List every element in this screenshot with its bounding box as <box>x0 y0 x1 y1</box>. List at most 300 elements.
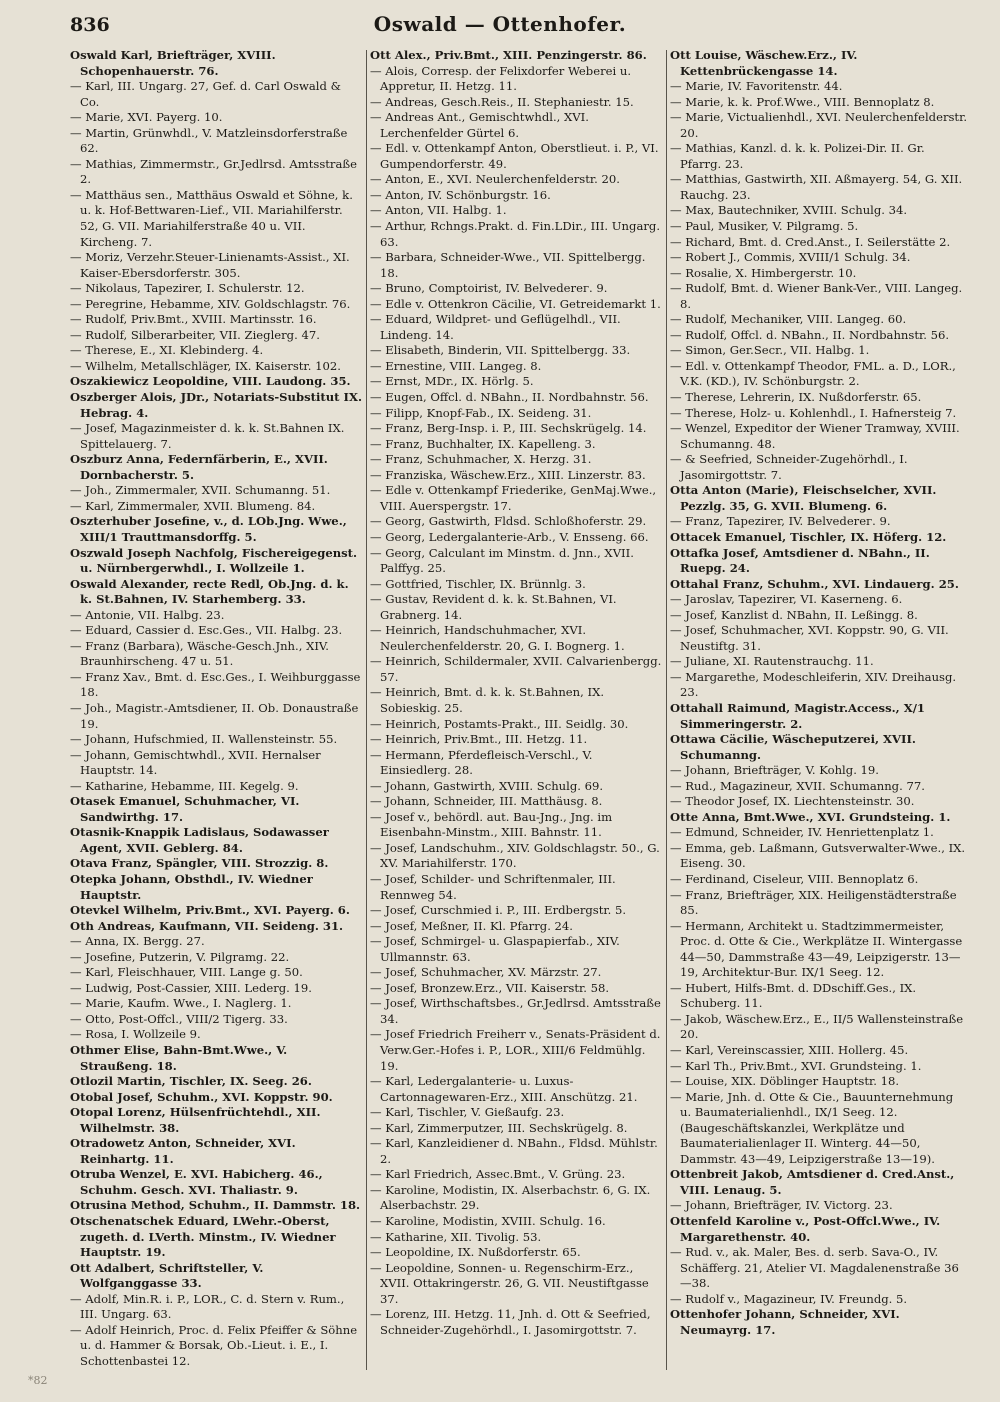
entry-text: — Otto, Post-Offcl., VIII/2 Tigerg. 33. <box>70 1011 288 1026</box>
directory-entry <box>70 623 362 639</box>
entry-text: — Simon, Ger.Secr., VII. Halbg. 1. <box>670 343 870 358</box>
entry-text: — Marie, Jnh. d. Otte & Cie., Bauunternehmung u. Baumaterialienhdl., IX/1 Seeg. 12. (Baugeschäftskanzlei, Werkplätze und Baumaterialienlager II. Winterg. 44—50, Dammstr. 43—49, Leipzigerstraße 13—19). <box>670 1089 954 1166</box>
entry-text: — Barbara, Schneider-Wwe., VII. Spittelbergg. 18. <box>370 250 646 280</box>
entry-text: — Josef, Schuhmacher, XVI. Koppstr. 90, G. VII. Neustiftg. 31. <box>670 623 949 653</box>
entry-text: — Katharine, Hebamme, III. Kegelg. 9. <box>70 778 299 793</box>
entry-text: — Gottfried, Tischler, IX. Brünnlg. 3. <box>370 576 586 591</box>
directory-entry <box>70 1105 362 1136</box>
entry-text: — Peregrine, Hebamme, XIV. Goldschlagstr. 76. <box>70 296 351 311</box>
entry-text: — Rud., Magazineur, XVII. Schumanng. 77. <box>670 778 925 793</box>
directory-entry <box>370 141 662 172</box>
entry-text: — Rudolf, Silberarbeiter, VII. Zieglerg. 47. <box>70 327 320 342</box>
entry-text: — Mathias, Kanzl. d. k. k. Polizei-Dir. II. Gr. Pfarrg. 23. <box>670 141 925 171</box>
directory-entry <box>370 1214 662 1230</box>
entry-text: — Heinrich, Postamts-Prakt., III. Seidlg. 30. <box>370 716 629 731</box>
entry-text: — Franz Xav., Bmt. d. Esc.Ges., I. Weihburggasse 18. <box>70 669 361 700</box>
directory-entry <box>70 281 362 297</box>
entry-text: — Franz (Barbara), Wäsche-Gesch.Jnh., XIV. Braunhirscheng. 47 u. 51. <box>70 638 329 669</box>
entry-text: Otopal Lorenz, Hülsenfrüchtehdl., XII. Wilhelmstr. 38. <box>70 1105 321 1135</box>
entry-text: — Marie, Kaufm. Wwe., I. Naglerg. 1. <box>70 996 292 1011</box>
entry-text: — Josef, Bronzew.Erz., VII. Kaiserstr. 58. <box>370 980 610 995</box>
entry-text: Oszakiewicz Leopoldine, VIII. Laudong. 35. <box>70 374 351 389</box>
directory-entry <box>670 546 968 577</box>
entry-text: — Leopoldine, Sonnen- u. Regenschirm-Erz., XVII. Ottakringerstr. 26, G. VII. Neustiftgasse 37. <box>370 1260 649 1306</box>
entry-text: Otruba Wenzel, E. XVI. Habicherg. 46., Schuhm. Gesch. XVI. Thaliastr. 9. <box>70 1167 323 1197</box>
directory-entry <box>370 297 662 313</box>
directory-entry <box>370 1307 662 1338</box>
directory-entry <box>670 763 968 779</box>
directory-entry <box>370 203 662 219</box>
directory-entry <box>70 1027 362 1043</box>
entry-text: — Karl Th., Priv.Bmt., XVI. Grundsteing. 1. <box>670 1058 922 1073</box>
directory-entry <box>670 825 968 841</box>
directory-entry <box>370 110 662 141</box>
entry-text: — Theodor Josef, IX. Liechtensteinstr. 30. <box>670 794 915 809</box>
directory-entry <box>370 172 662 188</box>
entry-text: Oszterhuber Josefine, v., d. LOb.Jng. Wwe., XIII/1 Trauttmansdorffg. 5. <box>70 514 347 544</box>
directory-entry <box>70 934 362 950</box>
entry-text: — Ernst, MDr., IX. Hörlg. 5. <box>370 374 534 389</box>
directory-entry <box>370 794 662 810</box>
directory-entry <box>670 343 968 359</box>
directory-column-middle <box>370 48 662 1368</box>
entry-text: Ott Alex., Priv.Bmt., XIII. Penzingerstr. 86. <box>370 48 647 62</box>
entry-text: — Karl, Fleischhauer, VIII. Lange g. 50. <box>70 965 303 980</box>
directory-entry <box>70 639 362 670</box>
directory-entry <box>70 499 362 515</box>
directory-entry <box>370 996 662 1027</box>
directory-entry <box>370 1136 662 1167</box>
entry-text: — Anton, VII. Halbg. 1. <box>370 203 507 218</box>
directory-entry <box>70 312 362 328</box>
directory-entry <box>370 965 662 981</box>
directory-entry <box>70 701 362 732</box>
directory-entry <box>70 1074 362 1090</box>
directory-entry <box>370 359 662 375</box>
directory-entry <box>670 250 968 266</box>
directory-entry <box>70 483 362 499</box>
entry-text: — Joh., Zimmermaler, XVII. Schumanng. 51. <box>70 483 331 498</box>
entry-text: — Therese, E., XI. Klebinderg. 4. <box>70 343 264 358</box>
entry-text: — Marie, Victualienhdl., XVI. Neulerchenfelderstr. 20. <box>670 110 968 140</box>
entry-text: — Rosalie, X. Himbergerstr. 10. <box>670 265 857 280</box>
entry-text: — Josef, Schmirgel- u. Glaspapierfab., XIV. Ullmannstr. 63. <box>370 934 620 964</box>
entry-text: Oswald Alexander, recte Redl, Ob.Jng. d. k. k. St.Bahnen, IV. Starhemberg. 33. <box>70 576 349 607</box>
directory-entry <box>370 1027 662 1074</box>
entry-text: Ottahall Raimund, Magistr.Access., X/1 Simmeringerstr. 2. <box>670 700 925 731</box>
entry-text: Ottenhofer Johann, Schneider, XVI. Neumayrg. 17. <box>670 1307 900 1337</box>
entry-text: — Josef, Landschuhm., XIV. Goldschlagstr. 50., G. XV. Mariahilferstr. 170. <box>370 840 660 871</box>
directory-entry <box>670 779 968 795</box>
directory-entry <box>670 1059 968 1075</box>
entry-text: — Moriz, Verzehr.Steuer-Linienamts-Assist., XI. Kaiser-Ebersdorferstr. 305. <box>70 250 350 280</box>
entry-text: — Josef, Schilder- und Schriftenmaler, III. Rennweg 54. <box>370 871 616 902</box>
directory-entry <box>70 157 362 188</box>
entry-text: — Karl, Kanzleidiener d. NBahn., Fldsd. Mühlstr. 2. <box>370 1136 658 1166</box>
directory-entry <box>70 779 362 795</box>
directory-entry <box>370 95 662 111</box>
directory-entry <box>670 1074 968 1090</box>
directory-entry <box>70 965 362 981</box>
entry-text: — Rud. v., ak. Maler, Bes. d. serb. Sava-O., IV. Schäfferg. 21, Atelier VI. Magdalenenstraße 36—38. <box>670 1245 959 1291</box>
directory-entry <box>670 670 968 701</box>
entry-text: — Juliane, XI. Rautenstrauchg. 11. <box>670 654 874 669</box>
directory-entry <box>370 1167 662 1183</box>
directory-entry <box>670 1198 968 1214</box>
directory-entry <box>670 1307 968 1338</box>
directory-entry <box>370 919 662 935</box>
directory-entry <box>70 670 362 701</box>
entry-text: — Josef Friedrich Freiherr v., Senats-Präsident d. Verw.Ger.-Hofes i. P., LOR., XIII/6 Feldmühlg. 19. <box>370 1027 661 1073</box>
entry-text: — Anna, IX. Bergg. 27. <box>70 934 205 949</box>
directory-entry <box>670 919 968 981</box>
directory-entry <box>70 919 362 935</box>
entry-text: — Lorenz, III. Hetzg. 11, Jnh. d. Ott & Seefried, Schneider-Zugehörhdl., I. Jasomirgottstr. 7. <box>370 1307 651 1337</box>
entry-text: — Emma, geb. Laßmann, Gutsverwalter-Wwe., IX. Eiseng. 30. <box>670 840 966 871</box>
directory-entry <box>670 841 968 872</box>
directory-entry <box>70 421 362 452</box>
directory-entry <box>370 1245 662 1261</box>
entry-text: — Rudolf, Priv.Bmt., XVIII. Martinsstr. 16. <box>70 312 317 327</box>
directory-entry <box>370 1261 662 1308</box>
entry-text: — Richard, Bmt. d. Cred.Anst., I. Seilerstätte 2. <box>670 234 951 249</box>
directory-entry <box>70 981 362 997</box>
directory-entry <box>70 608 362 624</box>
entry-text: — Nikolaus, Tapezirer, I. Schulerstr. 12. <box>70 281 305 296</box>
directory-entry <box>70 1090 362 1106</box>
directory-entry <box>370 530 662 546</box>
entry-text: — Karl, Tischler, V. Gießaufg. 23. <box>370 1105 565 1120</box>
directory-entry <box>370 406 662 422</box>
directory-entry <box>670 872 968 888</box>
directory-entry <box>670 172 968 203</box>
directory-entry <box>370 934 662 965</box>
directory-entry <box>70 577 362 608</box>
entry-text: — Josef, Magazinmeister d. k. k. St.Bahnen IX. Spittelauerg. 7. <box>70 421 345 451</box>
entry-text: — Karl, Zimmerputzer, III. Sechskrügelg. 8. <box>370 1120 628 1135</box>
directory-entry <box>670 530 968 546</box>
column-divider <box>666 50 667 1370</box>
entry-text: — Edl. v. Ottenkampf Anton, Oberstlieut. i. P., VI. Gumpendorferstr. 49. <box>370 141 659 171</box>
directory-entry <box>370 514 662 530</box>
entry-text: — Rudolf, Offcl. d. NBahn., II. Nordbahnstr. 56. <box>670 327 950 342</box>
entry-text: Ott Louise, Wäschew.Erz., IV. Kettenbrückengasse 14. <box>670 48 858 78</box>
entry-text: — Karl, Vereinscassier, XIII. Hollerg. 45. <box>670 1043 909 1057</box>
entry-text: — Edle v. Ottenkampf Friederike, GenMaj.Wwe., VIII. Auerspergstr. 17. <box>370 483 657 513</box>
entry-text: — Hubert, Hilfs-Bmt. d. DDschiff.Ges., IX. Schuberg. 11. <box>670 980 917 1011</box>
entry-text: — Jaroslav, Tapezirer, VI. Kaserneng. 6. <box>670 592 903 607</box>
entry-text: Ottacek Emanuel, Tischler, IX. Höferg. 12. <box>670 529 947 544</box>
entry-text: Oszburz Anna, Federnfärberin, E., XVII. Dornbacherstr. 5. <box>70 452 328 482</box>
directory-entry <box>370 577 662 593</box>
entry-text: — Marie, XVI. Payerg. 10. <box>70 110 223 125</box>
page-header: Oswald — Ottenhofer. <box>373 12 627 36</box>
directory-entry <box>70 1214 362 1261</box>
directory-entry <box>370 623 662 654</box>
directory-entry <box>70 1012 362 1028</box>
directory-entry <box>670 888 968 919</box>
directory-entry <box>670 390 968 406</box>
directory-entry <box>70 188 362 250</box>
entry-text: — Edl. v. Ottenkampf Theodor, FML. a. D., LOR., V.K. (KD.), IV. Schönburgstr. 2. <box>670 358 956 389</box>
entry-text: — Anton, IV. Schönburgstr. 16. <box>370 187 551 202</box>
entry-text: — Marie, IV. Favoritenstr. 44. <box>670 79 843 94</box>
directory-entry <box>370 685 662 716</box>
directory-entry <box>670 110 968 141</box>
directory-entry <box>370 717 662 733</box>
directory-entry <box>670 312 968 328</box>
directory-entry <box>370 748 662 779</box>
directory-column-right <box>670 48 968 1368</box>
directory-entry <box>670 732 968 763</box>
directory-entry <box>70 1136 362 1167</box>
entry-text: — Ludwig, Post-Cassier, XIII. Lederg. 19. <box>70 980 312 995</box>
directory-entry <box>70 48 362 79</box>
directory-entry <box>670 1043 968 1059</box>
entry-text: — Franz, Briefträger, XIX. Heiligenstädterstraße 85. <box>670 887 957 918</box>
entry-text: — Edmund, Schneider, IV. Henriettenplatz 1. <box>670 825 934 840</box>
column-divider <box>366 50 367 1370</box>
entry-text: — Eduard, Wildpret- und Geflügelhdl., VII. Lindeng. 14. <box>370 312 621 342</box>
entry-text: — Adolf, Min.R. i. P., LOR., C. d. Stern v. Rum., III. Ungarg. 63. <box>70 1291 345 1322</box>
entry-text: — Franz, Tapezirer, IV. Belvederег. 9. <box>670 514 891 529</box>
entry-text: — Paul, Musiker, V. Pilgramg. 5. <box>670 219 859 234</box>
entry-text: — Arthur, Rchngs.Prakt. d. Fin.LDir., III. Ungarg. 63. <box>370 219 661 249</box>
directory-entry <box>70 794 362 825</box>
entry-text: — Wenzel, Expeditor der Wiener Tramway, XVIII. Schumanng. 48. <box>670 421 960 451</box>
entry-text: — Marie, k. k. Prof.Wwe., VIII. Bennoplatz 8. <box>670 94 935 109</box>
directory-entry <box>670 1167 968 1198</box>
entry-text: — Heinrich, Priv.Bmt., III. Hetzg. 11. <box>370 732 588 747</box>
entry-text: Otlozil Martin, Tischler, IX. Seeg. 26. <box>70 1074 312 1089</box>
entry-text: — Anton, E., XVI. Neulerchenfelderstr. 20. <box>370 172 620 187</box>
entry-text: — Rudolf v., Magazineur, IV. Freundg. 5. <box>670 1291 908 1306</box>
entry-text: — Johann, Hufschmied, II. Wallensteinstr. 55. <box>70 732 338 747</box>
entry-text: Ottawa Cäcilie, Wäscheputzerei, XVII. Schumanng. <box>670 732 916 762</box>
directory-entry <box>70 546 362 577</box>
directory-entry <box>70 950 362 966</box>
directory-entry <box>670 623 968 654</box>
directory-entry <box>70 825 362 856</box>
entry-text: — Eugen, Offcl. d. NBahn., II. Nordbahnstr. 56. <box>370 390 649 405</box>
entry-text: Otta Anton (Marie), Fleischselcher, XVII. Pezzlg. 35, G. XVII. Blumeng. 6. <box>670 483 937 513</box>
directory-entry <box>370 250 662 281</box>
directory-entry <box>370 343 662 359</box>
directory-entry <box>670 1090 968 1168</box>
entry-text: Otasek Emanuel, Schuhmacher, VI. Sandwirthg. 17. <box>70 794 300 824</box>
entry-text: — Alois, Corresp. der Felixdorfer Weberei u. Appretur, II. Hetzg. 11. <box>370 63 632 94</box>
directory-entry <box>70 126 362 157</box>
directory-entry <box>370 374 662 390</box>
entry-text: — Karoline, Modistin, XVIII. Schulg. 16. <box>370 1214 606 1229</box>
entry-text: — Josef, Meßner, II. Kl. Pfarrg. 24. <box>370 918 573 933</box>
entry-text: — Bruno, Comptoirist, IV. Belvederег. 9. <box>370 281 608 296</box>
entry-text: — Filipp, Knopf-Fab., IX. Seideng. 31. <box>370 405 592 420</box>
directory-entry <box>670 981 968 1012</box>
entry-text: — Josef, Kanzlist d. NBahn, II. Leßingg. 8. <box>670 607 918 622</box>
directory-entry <box>370 546 662 577</box>
directory-entry <box>70 514 362 545</box>
entry-text: — Josef, Schuhmacher, XV. Märzstr. 27. <box>370 965 602 980</box>
directory-entry <box>370 1121 662 1137</box>
directory-entry <box>70 996 362 1012</box>
directory-entry <box>670 421 968 452</box>
entry-text: — Karl, Ledergalanterie- u. Luxus-Cartonnagewaren-Erz., XIII. Anschützg. 21. <box>370 1074 638 1104</box>
directory-entry <box>370 437 662 453</box>
directory-entry <box>670 608 968 624</box>
directory-entry <box>670 328 968 344</box>
entry-text: — Katharine, XII. Tivolig. 53. <box>370 1229 542 1244</box>
entry-text: Otobal Josef, Schuhm., XVI. Koppstr. 90. <box>70 1089 333 1104</box>
entry-text: — Johann, Gemischtwhdl., XVII. Hernalser Hauptstr. 14. <box>70 747 321 778</box>
directory-entry <box>70 1261 362 1292</box>
entry-text: Oszberger Alois, JDr., Notariats-Substitut IX. Hebrag. 4. <box>70 390 362 420</box>
directory-entry <box>370 841 662 872</box>
directory-entry <box>670 79 968 95</box>
entry-text: — Johann, Briefträger, V. Kohlg. 19. <box>670 763 879 778</box>
entry-text: — Heinrich, Bmt. d. k. k. St.Bahnen, IX. Sobieskig. 25. <box>370 685 605 715</box>
entry-text: — Edle v. Ottenkron Cäcilie, VI. Getreidemarkt 1. <box>370 296 661 311</box>
directory-entry <box>670 810 968 826</box>
directory-entry <box>670 1214 968 1245</box>
directory-entry <box>370 421 662 437</box>
directory-entry <box>370 810 662 841</box>
entry-text: — Mathias, Zimmermstr., Gr.Jedlrsd. Amtsstraße 2. <box>70 156 357 187</box>
entry-text: — Hermann, Pferdefleisch-Verschl., V. Einsiedlerg. 28. <box>370 747 593 778</box>
directory-entry <box>370 654 662 685</box>
entry-text: — Franziska, Wäschew.Erz., XIII. Linzerstr. 83. <box>370 467 646 482</box>
entry-text: — Wilhelm, Metallschläger, IX. Kaiserstr. 102. <box>70 358 341 373</box>
entry-text: — Andreas Ant., Gemischtwhdl., XVI. Lerchenfelder Gürtel 6. <box>370 110 589 140</box>
entry-text: — Georg, Gastwirth, Fldsd. Schloßhoferstr. 29. <box>370 514 647 529</box>
directory-entry <box>370 281 662 297</box>
directory-entry <box>670 266 968 282</box>
directory-entry <box>70 328 362 344</box>
entry-text: — Therese, Holz- u. Kohlenhdl., I. Hafnersteig 7. <box>670 405 957 420</box>
directory-entry <box>370 872 662 903</box>
directory-entry <box>670 359 968 390</box>
directory-entry <box>70 250 362 281</box>
directory-entry <box>70 452 362 483</box>
entry-text: — Rosa, I. Wollzeile 9. <box>70 1027 201 1042</box>
directory-entry <box>670 281 968 312</box>
entry-text: — Leopoldine, IX. Nußdorferstr. 65. <box>370 1245 581 1260</box>
directory-entry <box>70 359 362 375</box>
directory-entry <box>70 748 362 779</box>
page-number: 836 <box>70 14 110 36</box>
entry-text: — Karl, III. Ungarg. 27, Gef. d. Carl Oswald & Co. <box>70 79 341 109</box>
entry-text: — Josef, Curschmied i. P., III. Erdbergstr. 5. <box>370 903 627 918</box>
directory-entry <box>70 390 362 421</box>
entry-text: — Margarethe, Modeschleiferin, XIV. Dreihausg. 23. <box>670 669 957 700</box>
directory-entry <box>670 235 968 251</box>
directory-entry <box>370 903 662 919</box>
entry-text: — Gustav, Revident d. k. k. St.Bahnen, VI. Grabnerg. 14. <box>370 592 617 622</box>
directory-entry <box>370 779 662 795</box>
directory-entry <box>70 1167 362 1198</box>
page-bottom-mark: *82 <box>28 1374 48 1387</box>
directory-entry <box>70 343 362 359</box>
entry-text: Otschenatschek Eduard, LWehr.-Oberst, zugeth. d. LVerth. Minstm., IV. Wiedner Hauptstr. 19. <box>70 1214 336 1260</box>
entry-text: — Hermann, Architekt u. Stadtzimmermeister, Proc. d. Otte & Cie., Werkplätze II. Wintergasse 44—50, Dammstraße 43—49, Leipzigerstr. 13—19, Architektur-Bur. IX/1 Seeg. 12. <box>670 918 963 980</box>
entry-text: — Franz, Schuhmacher, X. Herzg. 31. <box>370 452 592 467</box>
entry-text: — Adolf Heinrich, Proc. d. Felix Pfeiffer & Söhne u. d. Hammer & Borsak, Ob.-Lieut. i. E., I. Schottenbastei 12. <box>70 1322 358 1368</box>
directory-entry <box>70 1198 362 1214</box>
entry-text: Otradowetz Anton, Schneider, XVI. Reinhartg. 11. <box>70 1136 296 1166</box>
entry-text: — Robert J., Commis, XVIII/1 Schulg. 34. <box>670 250 911 265</box>
directory-entry <box>70 856 362 872</box>
entry-text: — Matthias, Gastwirth, XII. Aßmayerg. 54, G. XII. Rauchg. 23. <box>670 172 963 202</box>
entry-text: — Georg, Ledergalanterie-Arb., V. Ensseng. 66. <box>370 529 649 544</box>
directory-entry <box>370 64 662 95</box>
directory-entry <box>70 903 362 919</box>
entry-text: — Elisabeth, Binderin, VII. Spittelbergg. 33. <box>370 343 631 358</box>
entry-text: — Ferdinand, Ciseleur, VIII. Bennoplatz 6. <box>670 871 919 886</box>
directory-entry <box>670 592 968 608</box>
directory-entry <box>670 95 968 111</box>
entry-text: Othmer Elise, Bahn-Bmt.Wwe., V. Straußeng. 18. <box>70 1043 288 1073</box>
entry-text: — Max, Bautechniker, XVIII. Schulg. 34. <box>670 203 908 218</box>
entry-text: Otevkel Wilhelm, Priv.Bmt., XVI. Payerg. 6. <box>70 903 350 918</box>
entry-text: Ottafka Josef, Amtsdiener d. NBahn., II. Ruepg. 24. <box>670 545 930 576</box>
entry-text: — Louise, XIX. Döblinger Hauptstr. 18. <box>670 1074 900 1089</box>
entry-text: — Joh., Magistr.-Amtsdiener, II. Ob. Donaustraße 19. <box>70 700 359 731</box>
directory-entry <box>670 701 968 732</box>
entry-text: — Therese, Lehrerin, IX. Nußdorferstr. 65. <box>670 390 922 405</box>
directory-column-left <box>70 48 362 1368</box>
entry-text: — Ernestine, VIII. Langeg. 8. <box>370 358 542 373</box>
directory-entry <box>370 452 662 468</box>
directory-entry <box>670 483 968 514</box>
entry-text: — Franz, Berg-Insp. i. P., III. Sechskrügelg. 14. <box>370 421 647 436</box>
entry-text: Oth Andreas, Kaufmann, VII. Seideng. 31. <box>70 918 344 933</box>
entry-text: Otava Franz, Spängler, VIII. Strozzig. 8. <box>70 856 329 871</box>
entry-text: — Karoline, Modistin, IX. Alserbachstr. 6, G. IX. Alserbachstr. 29. <box>370 1182 651 1213</box>
directory-entry <box>370 592 662 623</box>
directory-entry <box>370 188 662 204</box>
directory-entry <box>670 203 968 219</box>
entry-text: — Johann, Gastwirth, XVIII. Schulg. 69. <box>370 778 604 793</box>
directory-entry <box>370 48 662 64</box>
entry-text: — Karl Friedrich, Assec.Bmt., V. Grüng. 23. <box>370 1167 626 1182</box>
entry-text: Otte Anna, Bmt.Wwe., XVI. Grundsteing. 1. <box>670 809 951 824</box>
entry-text: Ottahal Franz, Schuhm., XVI. Lindauerg. 25. <box>670 576 959 591</box>
directory-entry <box>370 1074 662 1105</box>
directory-entry <box>670 514 968 530</box>
entry-text: Ottenbreit Jakob, Amtsdiener d. Cred.Anst., VIII. Lenaug. 5. <box>670 1167 955 1197</box>
entry-text: — Jakob, Wäschew.Erz., E., II/5 Wallensteinstraße 20. <box>670 1011 964 1042</box>
directory-entry <box>70 1323 362 1368</box>
entry-text: Ottenfeld Karoline v., Post-Offcl.Wwe., IV. Margarethenstr. 40. <box>670 1214 941 1244</box>
directory-entry <box>670 406 968 422</box>
directory-entry <box>670 1245 968 1292</box>
entry-text: — Georg, Calculant im Minstm. d. Jnn., XVII. Palffyg. 25. <box>370 545 634 576</box>
directory-entry <box>370 468 662 484</box>
entry-text: — Heinrich, Schildermaler, XVII. Calvarienbergg. 57. <box>370 654 662 684</box>
directory-entry <box>670 48 968 79</box>
entry-text: Oswald Karl, Briefträger, XVIII. Schopenhauerstr. 76. <box>70 48 276 78</box>
entry-text: — Antonie, VII. Halbg. 23. <box>70 607 225 622</box>
directory-entry <box>70 110 362 126</box>
entry-text: Otasnik-Knappik Ladislaus, Sodawasser Agent, XVII. Geblerg. 84. <box>70 825 329 855</box>
entry-text: — Johann, Briefträger, IV. Victorg. 23. <box>670 1198 893 1213</box>
directory-entry <box>670 1012 968 1043</box>
directory-entry <box>670 452 968 483</box>
directory-entry <box>370 732 662 748</box>
directory-entry <box>670 654 968 670</box>
directory-entry <box>370 219 662 250</box>
directory-entry <box>70 1292 362 1323</box>
